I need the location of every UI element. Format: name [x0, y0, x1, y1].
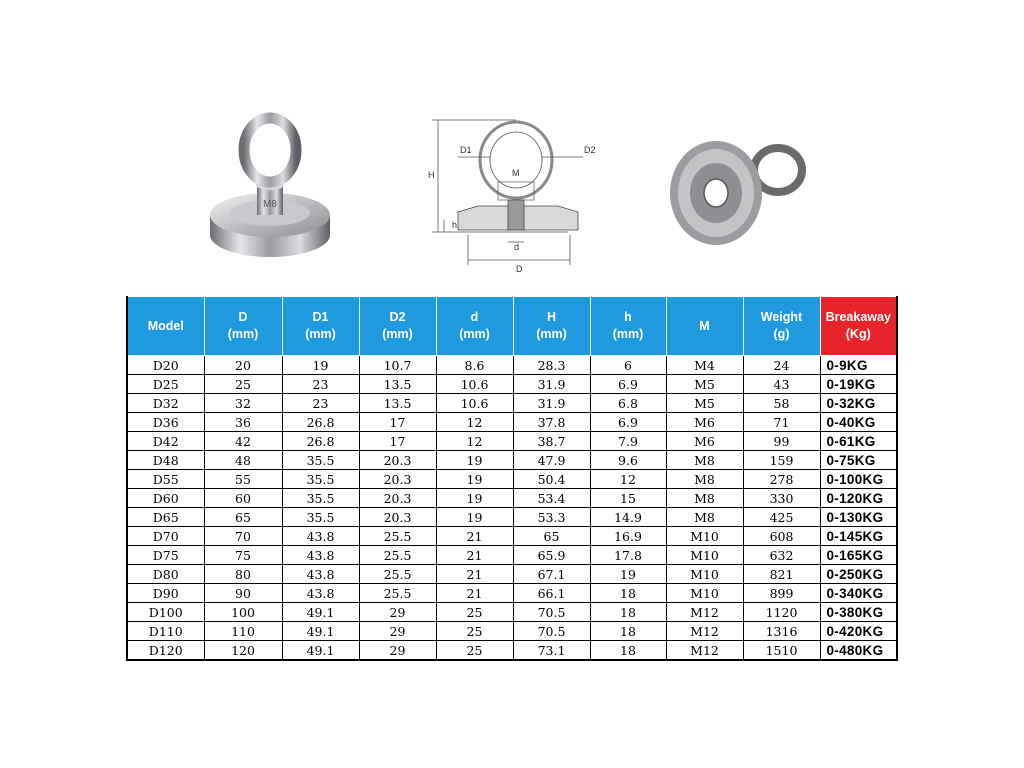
- cell-model: D48: [127, 451, 204, 470]
- table-row: [127, 394, 897, 413]
- table-cell: 20: [204, 356, 282, 375]
- table-cell: 60: [204, 489, 282, 508]
- table-cell: 65: [204, 508, 282, 527]
- header-d2: D2 (mm): [359, 297, 436, 356]
- label-D1: D1: [460, 145, 472, 155]
- table-cell: 18: [590, 641, 666, 661]
- table-cell: 120: [204, 641, 282, 661]
- table-cell: 70.5: [513, 622, 590, 641]
- header-d-inner: d (mm): [436, 297, 513, 356]
- cell-breakaway: 0-100KG: [820, 470, 897, 489]
- table-cell: 29: [359, 641, 436, 661]
- label-d: d: [514, 242, 520, 252]
- magnet-rear-view: [668, 125, 808, 250]
- cell-breakaway: 0-32KG: [820, 394, 897, 413]
- table-cell: 37.8: [513, 413, 590, 432]
- table-cell: 10.6: [436, 394, 513, 413]
- cell-model: D70: [127, 527, 204, 546]
- table-cell: 29: [359, 622, 436, 641]
- cell-breakaway: 0-145KG: [820, 527, 897, 546]
- table-cell: 18: [590, 622, 666, 641]
- table-cell: 36: [204, 413, 282, 432]
- table-cell: 110: [204, 622, 282, 641]
- table-cell: M6: [666, 413, 743, 432]
- table-cell: M10: [666, 527, 743, 546]
- table-cell: 6.9: [590, 413, 666, 432]
- table-cell: 6.8: [590, 394, 666, 413]
- table-cell: 12: [436, 413, 513, 432]
- table-cell: 25.5: [359, 584, 436, 603]
- table-cell: 25: [436, 622, 513, 641]
- cell-model: D20: [127, 356, 204, 375]
- table-cell: 26.8: [282, 432, 359, 451]
- table-cell: 21: [436, 584, 513, 603]
- table-cell: 31.9: [513, 375, 590, 394]
- table-row: [127, 565, 897, 584]
- table-cell: 49.1: [282, 641, 359, 661]
- header-weight: Weight (g): [743, 297, 820, 356]
- header-d1: D1 (mm): [282, 297, 359, 356]
- table-cell: 17.8: [590, 546, 666, 565]
- table-cell: 15: [590, 489, 666, 508]
- table-cell: 24: [743, 356, 820, 375]
- cell-model: D55: [127, 470, 204, 489]
- cell-breakaway: 0-130KG: [820, 508, 897, 527]
- table-cell: 25: [436, 641, 513, 661]
- label-D2: D2: [584, 145, 596, 155]
- table-row: [127, 641, 897, 661]
- table-cell: 43.8: [282, 584, 359, 603]
- cell-breakaway: 0-250KG: [820, 565, 897, 584]
- table-cell: 70.5: [513, 603, 590, 622]
- table-cell: 67.1: [513, 565, 590, 584]
- table-cell: M12: [666, 641, 743, 661]
- table-row: [127, 622, 897, 641]
- table-cell: 21: [436, 527, 513, 546]
- table-cell: 65.9: [513, 546, 590, 565]
- table-cell: 19: [282, 356, 359, 375]
- cell-model: D100: [127, 603, 204, 622]
- table-cell: 20.3: [359, 470, 436, 489]
- table-cell: M12: [666, 622, 743, 641]
- cell-breakaway: 0-9KG: [820, 356, 897, 375]
- table-row: [127, 546, 897, 565]
- table-cell: 23: [282, 375, 359, 394]
- table-cell: M8: [666, 451, 743, 470]
- cell-model: D90: [127, 584, 204, 603]
- table-cell: 43: [743, 375, 820, 394]
- cell-model: D42: [127, 432, 204, 451]
- table-row: [127, 451, 897, 470]
- table-cell: M10: [666, 565, 743, 584]
- table-cell: 19: [436, 451, 513, 470]
- table-cell: 278: [743, 470, 820, 489]
- table-cell: 19: [436, 489, 513, 508]
- table-cell: 20.3: [359, 489, 436, 508]
- cell-model: D120: [127, 641, 204, 661]
- table-cell: 75: [204, 546, 282, 565]
- table-cell: 48: [204, 451, 282, 470]
- cell-breakaway: 0-480KG: [820, 641, 897, 661]
- table-row: [127, 489, 897, 508]
- table-cell: 25: [204, 375, 282, 394]
- cell-model: D75: [127, 546, 204, 565]
- header-d-outer: D (mm): [204, 297, 282, 356]
- table-cell: 10.7: [359, 356, 436, 375]
- table-cell: 1120: [743, 603, 820, 622]
- photo-stamp-text: M8: [263, 199, 277, 210]
- table-cell: 25.5: [359, 565, 436, 584]
- table-cell: 19: [436, 508, 513, 527]
- table-cell: 17: [359, 432, 436, 451]
- table-cell: 23: [282, 394, 359, 413]
- table-cell: 43.8: [282, 565, 359, 584]
- cell-model: D80: [127, 565, 204, 584]
- cell-model: D32: [127, 394, 204, 413]
- table-cell: 35.5: [282, 508, 359, 527]
- cell-model: D60: [127, 489, 204, 508]
- table-cell: 21: [436, 565, 513, 584]
- table-row: [127, 356, 897, 375]
- cell-breakaway: 0-420KG: [820, 622, 897, 641]
- table-cell: 31.9: [513, 394, 590, 413]
- table-body: [127, 356, 897, 661]
- table-cell: 55: [204, 470, 282, 489]
- cell-breakaway: 0-340KG: [820, 584, 897, 603]
- table-cell: 42: [204, 432, 282, 451]
- table-row: [127, 432, 897, 451]
- label-h: h: [452, 220, 458, 230]
- table-cell: 90: [204, 584, 282, 603]
- table-cell: 58: [743, 394, 820, 413]
- table-cell: M10: [666, 584, 743, 603]
- header-height: H (mm): [513, 297, 590, 356]
- table-cell: 20.3: [359, 508, 436, 527]
- cell-breakaway: 0-165KG: [820, 546, 897, 565]
- table-cell: 7.9: [590, 432, 666, 451]
- table-cell: 9.6: [590, 451, 666, 470]
- table-cell: 35.5: [282, 470, 359, 489]
- table-cell: 100: [204, 603, 282, 622]
- table-cell: 10.6: [436, 375, 513, 394]
- table-cell: 28.3: [513, 356, 590, 375]
- dimension-drawing: [418, 100, 608, 278]
- table-cell: 25.5: [359, 527, 436, 546]
- table-cell: 35.5: [282, 451, 359, 470]
- table-cell: 53.4: [513, 489, 590, 508]
- label-M: M: [512, 168, 520, 178]
- table-cell: 821: [743, 565, 820, 584]
- cell-model: D25: [127, 375, 204, 394]
- header-breakaway: Breakaway (Kg): [820, 297, 897, 356]
- table-cell: M12: [666, 603, 743, 622]
- table-cell: 13.5: [359, 375, 436, 394]
- table-cell: M5: [666, 394, 743, 413]
- table-row: [127, 527, 897, 546]
- table-cell: 71: [743, 413, 820, 432]
- cell-model: D36: [127, 413, 204, 432]
- table-cell: 50.4: [513, 470, 590, 489]
- table-cell: M8: [666, 470, 743, 489]
- table-cell: 6: [590, 356, 666, 375]
- table-cell: 25.5: [359, 546, 436, 565]
- specification-table: [126, 296, 898, 661]
- table-cell: 99: [743, 432, 820, 451]
- table-cell: M8: [666, 508, 743, 527]
- table-cell: M10: [666, 546, 743, 565]
- table-cell: 608: [743, 527, 820, 546]
- table-cell: 17: [359, 413, 436, 432]
- table-cell: 49.1: [282, 603, 359, 622]
- table-cell: 38.7: [513, 432, 590, 451]
- table-cell: 43.8: [282, 527, 359, 546]
- table-cell: M8: [666, 489, 743, 508]
- table-cell: 425: [743, 508, 820, 527]
- cell-breakaway: 0-40KG: [820, 413, 897, 432]
- table-cell: 49.1: [282, 622, 359, 641]
- table-cell: M5: [666, 375, 743, 394]
- table-cell: 73.1: [513, 641, 590, 661]
- table-cell: 35.5: [282, 489, 359, 508]
- table-cell: 29: [359, 603, 436, 622]
- table-cell: 21: [436, 546, 513, 565]
- table-cell: 18: [590, 584, 666, 603]
- table-cell: 26.8: [282, 413, 359, 432]
- table-cell: 330: [743, 489, 820, 508]
- table-row: [127, 508, 897, 527]
- label-D: D: [516, 264, 523, 274]
- header-thread: M: [666, 297, 743, 356]
- cell-breakaway: 0-120KG: [820, 489, 897, 508]
- table-cell: 16.9: [590, 527, 666, 546]
- table-cell: 53.3: [513, 508, 590, 527]
- cell-breakaway: 0-61KG: [820, 432, 897, 451]
- header-model: Model: [127, 297, 204, 356]
- table-cell: 1316: [743, 622, 820, 641]
- table-row: [127, 375, 897, 394]
- table-cell: 899: [743, 584, 820, 603]
- table-cell: 43.8: [282, 546, 359, 565]
- table-cell: 32: [204, 394, 282, 413]
- table-cell: 80: [204, 565, 282, 584]
- label-H: H: [428, 170, 435, 180]
- table-row: [127, 470, 897, 489]
- table-cell: 19: [590, 565, 666, 584]
- table-cell: 1510: [743, 641, 820, 661]
- cell-breakaway: 0-75KG: [820, 451, 897, 470]
- table-row: [127, 584, 897, 603]
- cell-breakaway: 0-380KG: [820, 603, 897, 622]
- table-cell: 8.6: [436, 356, 513, 375]
- cell-model: D110: [127, 622, 204, 641]
- table-cell: 632: [743, 546, 820, 565]
- table-cell: 6.9: [590, 375, 666, 394]
- table-cell: M6: [666, 432, 743, 451]
- table-cell: 19: [436, 470, 513, 489]
- table-cell: 14.9: [590, 508, 666, 527]
- table-cell: 70: [204, 527, 282, 546]
- table-cell: 18: [590, 603, 666, 622]
- table-cell: 66.1: [513, 584, 590, 603]
- table-cell: 65: [513, 527, 590, 546]
- table-cell: 13.5: [359, 394, 436, 413]
- table-cell: 12: [590, 470, 666, 489]
- table-cell: M4: [666, 356, 743, 375]
- header-base-height: h (mm): [590, 297, 666, 356]
- table-row: [127, 603, 897, 622]
- cell-breakaway: 0-19KG: [820, 375, 897, 394]
- table-cell: 20.3: [359, 451, 436, 470]
- table-header-row: [127, 297, 897, 356]
- cell-model: D65: [127, 508, 204, 527]
- table-cell: 25: [436, 603, 513, 622]
- magnet-photo: [205, 105, 335, 265]
- table-cell: 12: [436, 432, 513, 451]
- table-cell: 47.9: [513, 451, 590, 470]
- table-cell: 159: [743, 451, 820, 470]
- table-row: [127, 413, 897, 432]
